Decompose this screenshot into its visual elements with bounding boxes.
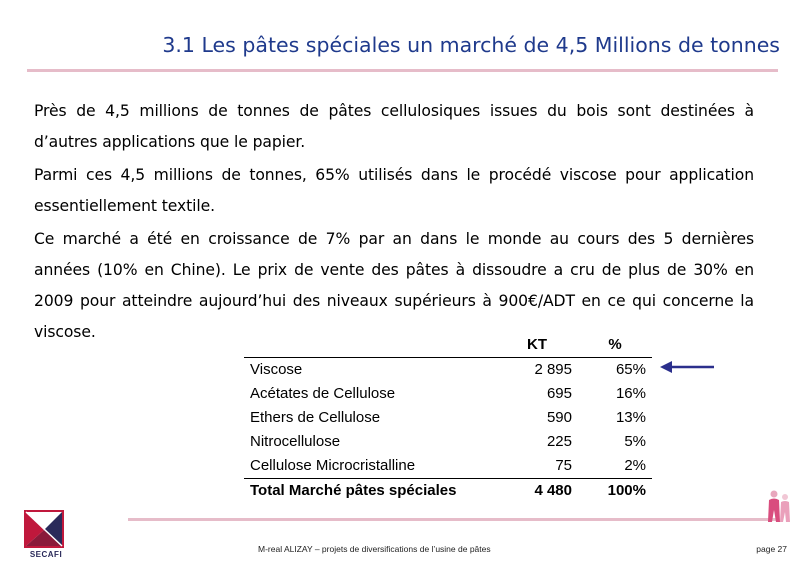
row-kt: 225 bbox=[546, 433, 572, 450]
table-row bbox=[244, 430, 652, 454]
row-name: Nitrocellulose bbox=[250, 433, 341, 450]
row-kt: 695 bbox=[546, 385, 572, 402]
header-pct: % bbox=[578, 333, 652, 358]
table-header-row bbox=[244, 333, 652, 358]
row-pct: 16% bbox=[615, 385, 646, 402]
total-pct: 100% bbox=[578, 479, 652, 504]
row-pct: 2% bbox=[624, 457, 646, 474]
row-kt: 590 bbox=[546, 409, 572, 426]
row-kt: 2 895 bbox=[534, 361, 572, 378]
left-arrow-icon bbox=[658, 358, 716, 376]
row-name: Ethers de Cellulose bbox=[250, 409, 381, 426]
slide-title: 3.1 Les pâtes spéciales un marché de 4,5 Millions de tonnes bbox=[162, 33, 780, 57]
paragraph-2: Parmi ces 4,5 millions de tonnes, 65% utilisés dans le procédé viscose pour application essentiellement textile. bbox=[34, 166, 754, 215]
row-name: Viscose bbox=[250, 361, 303, 378]
row-pct: 5% bbox=[624, 433, 646, 450]
row-kt: 75 bbox=[555, 457, 572, 474]
people-figures-icon bbox=[764, 488, 794, 524]
row-name: Cellulose Microcristalline bbox=[250, 457, 416, 474]
logo-text: SECAFI bbox=[29, 550, 63, 559]
row-pct: 13% bbox=[615, 409, 646, 426]
page-number: page 27 bbox=[756, 544, 787, 554]
total-kt: 4 480 bbox=[496, 479, 578, 504]
row-pct: 65% bbox=[615, 361, 646, 378]
total-name: Total Marché pâtes spéciales bbox=[244, 479, 496, 504]
market-table bbox=[244, 333, 652, 503]
body-text bbox=[34, 96, 754, 350]
table-total-row bbox=[244, 479, 652, 504]
footer-divider bbox=[128, 518, 778, 521]
table-row bbox=[244, 382, 652, 406]
header-kt: KT bbox=[496, 333, 578, 358]
title-divider bbox=[27, 69, 778, 72]
paragraph-3: Ce marché a été en croissance de 7% par an dans le monde au cours des 5 dernières années (10% en Chine). Le prix de vente des pâtes à dissoudre a cru de plus de 30% en 2009 pour atteindre aujourd’hui des niveaux supérieurs à 900€/ADT en ce qui concerne la viscose. bbox=[34, 230, 754, 341]
footer-text: M-real ALIZAY – projets de diversifications de l’usine de pâtes bbox=[258, 544, 491, 554]
table-row bbox=[244, 454, 652, 479]
row-name: Acétates de Cellulose bbox=[250, 385, 396, 402]
table-row bbox=[244, 406, 652, 430]
paragraph-1: Près de 4,5 millions de tonnes de pâtes cellulosiques issues du bois sont destinées à d’autres applications que le papier. bbox=[34, 102, 754, 151]
header-name bbox=[244, 333, 496, 358]
table-row bbox=[244, 358, 652, 383]
secafi-logo-icon bbox=[24, 510, 66, 550]
